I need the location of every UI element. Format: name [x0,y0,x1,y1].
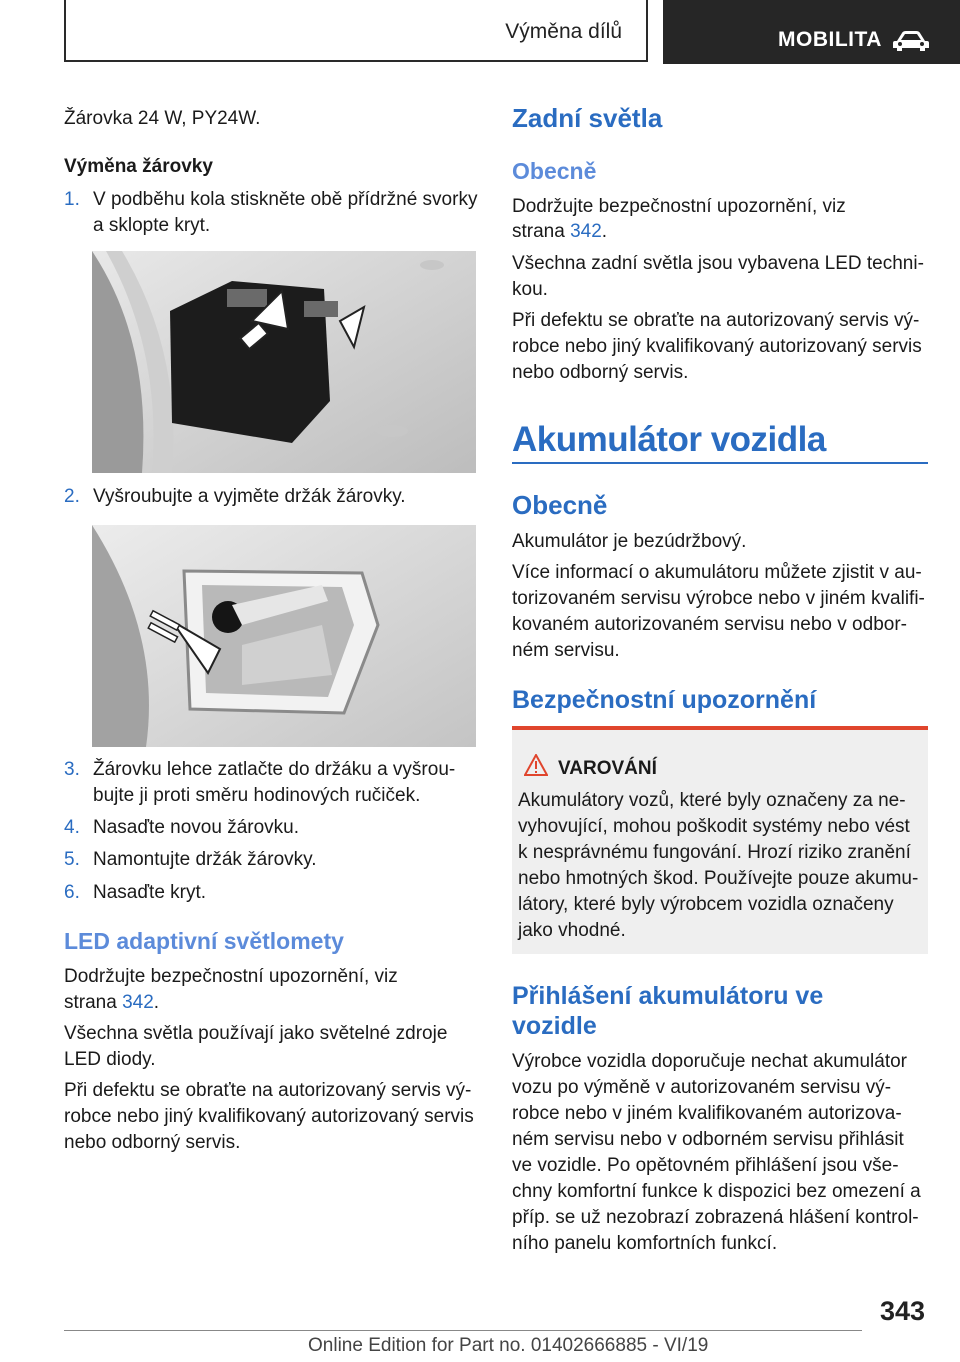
ref-suffix: . [153,992,160,1013]
heading-rule [512,462,928,464]
rear-led-paragraph: Všechna zadní světla jsou vybavena LED techni- [512,253,924,274]
safety-ref: Dodržujte bezpečnostní upozornění, viz [512,196,846,217]
battery-registration-heading: Přihlášení akumulátoru ve [512,982,824,1010]
step-text: V podběhu kola stiskněte obě přídržné svorky [93,189,478,210]
battery-heading: Akumulátor vozidla [512,420,826,459]
battery-info-paragraph: torizovaném servisu výrobce nebo v jiném kvalifi- [512,588,925,609]
header-section-title: Výměna dílů [505,20,622,43]
led-safety-ref: Dodržujte bezpečnostní upozornění, viz [64,966,398,987]
warning-box [512,726,928,954]
ref-prefix: strana [512,221,571,242]
led-paragraph: Všechna světla používají jako světelné zdroje [64,1023,448,1044]
step-number: 3. [64,759,80,780]
led-adaptive-heading: LED adaptivní světlomety [64,928,344,954]
rear-defect-paragraph: robce nebo jiný kvalifikovaný autorizovaný servis [512,336,922,357]
general-heading: Obecně [512,158,597,184]
safety-ref-page [512,219,607,245]
page-link[interactable]: 342 [122,992,154,1013]
replace-bulb-heading: Výměna žárovky [64,156,213,177]
header-section-tab [64,0,648,62]
rear-lights-heading: Zadní světla [512,103,663,133]
warning-text: k nesprávnému fungování. Hrozí riziko zranění [518,842,911,863]
rear-defect-paragraph: nebo odborný servis. [512,362,689,383]
step-number: 5. [64,849,80,870]
maintenance-free-text: Akumulátor je bezúdržbový. [512,531,747,552]
battery-registration-heading-line2: vozidle [512,1012,597,1040]
led-paragraph: LED diody. [64,1049,156,1070]
warning-triangle-icon [524,754,548,776]
step-number: 4. [64,817,80,838]
step-text: Namontujte držák žárovky. [93,849,317,870]
safety-notes-heading: Bezpečnostní upozornění [512,686,817,714]
bulb-holder-photo [92,525,476,747]
registration-paragraph: robce nebo v jiném kvalifikovaném autorizova- [512,1103,902,1124]
led-safety-ref-page [64,990,159,1016]
registration-paragraph: vozu po výměně v autorizovaném servisu vý- [512,1077,892,1098]
step-text: Nasaďte novou žárovku. [93,817,300,838]
step-number: 2. [64,486,80,507]
battery-info-paragraph: Více informací o akumulátoru můžete zjistit v au- [512,562,922,583]
header-chapter-title: MOBILITA [778,28,882,51]
footer-rule [64,1330,862,1331]
registration-paragraph: ve vozidle. Po opětovném přihlášení jsou vše- [512,1155,899,1176]
registration-paragraph: ném servisu nebo v odborném servisu přihlásit [512,1129,904,1150]
warning-text: jako vhodné. [518,920,626,941]
step-text: a sklopte kryt. [93,215,211,236]
step-text: Nasaďte kryt. [93,882,207,903]
warning-title: VAROVÁNÍ [558,758,657,779]
car-icon [891,29,931,53]
step-text: bujte ji proti směru hodinových ručiček. [93,785,421,806]
edition-footer: Online Edition for Part no. 01402666885 - VI/19 [308,1335,709,1356]
registration-paragraph: ního panelu komfortních funkcí. [512,1233,778,1254]
warning-text: Akumulátory vozů, které byly označeny za ne- [518,790,906,811]
led-defect-paragraph: nebo odborný servis. [64,1132,241,1153]
warning-text: látory, které byly výrobcem vozidla označeny [518,894,894,915]
page-link[interactable]: 342 [570,221,602,242]
registration-paragraph: příp. se už nezobrazí zobrazená hlášení kontrol- [512,1207,919,1228]
registration-paragraph: chny komfortní funkce k dispozici bez omezení a [512,1181,921,1202]
header-chapter-tab [663,0,960,64]
rear-defect-paragraph: Při defektu se obraťte na autorizovaný servis vý- [512,310,920,331]
step-text: Vyšroubujte a vyjměte držák žárovky. [93,486,406,507]
warning-text: nebo hmotných škod. Používejte pouze akumu- [518,868,919,889]
step-number: 1. [64,189,80,210]
bulb-spec: Žárovka 24 W, PY24W. [64,108,261,129]
ref-prefix: strana [64,992,123,1013]
ref-suffix: . [601,221,608,242]
battery-info-paragraph: ném servisu. [512,640,620,661]
led-defect-paragraph: Při defektu se obraťte na autorizovaný servis vý- [64,1080,472,1101]
step-number: 6. [64,882,80,903]
warning-text: vyhovující, mohou poškodit systémy nebo vést [518,816,910,837]
led-defect-paragraph: robce nebo jiný kvalifikovaný autorizovaný servis [64,1106,474,1127]
battery-info-paragraph: kovaném autorizovaném servisu nebo v odbor- [512,614,907,635]
battery-general-heading: Obecně [512,490,608,520]
wheel-arch-cover-photo [92,251,476,473]
page-number: 343 [880,1296,926,1326]
rear-led-paragraph: kou. [512,279,548,300]
step-text: Žárovku lehce zatlačte do držáku a vyšrou- [93,759,456,780]
registration-paragraph: Výrobce vozidla doporučuje nechat akumulátor [512,1051,908,1072]
